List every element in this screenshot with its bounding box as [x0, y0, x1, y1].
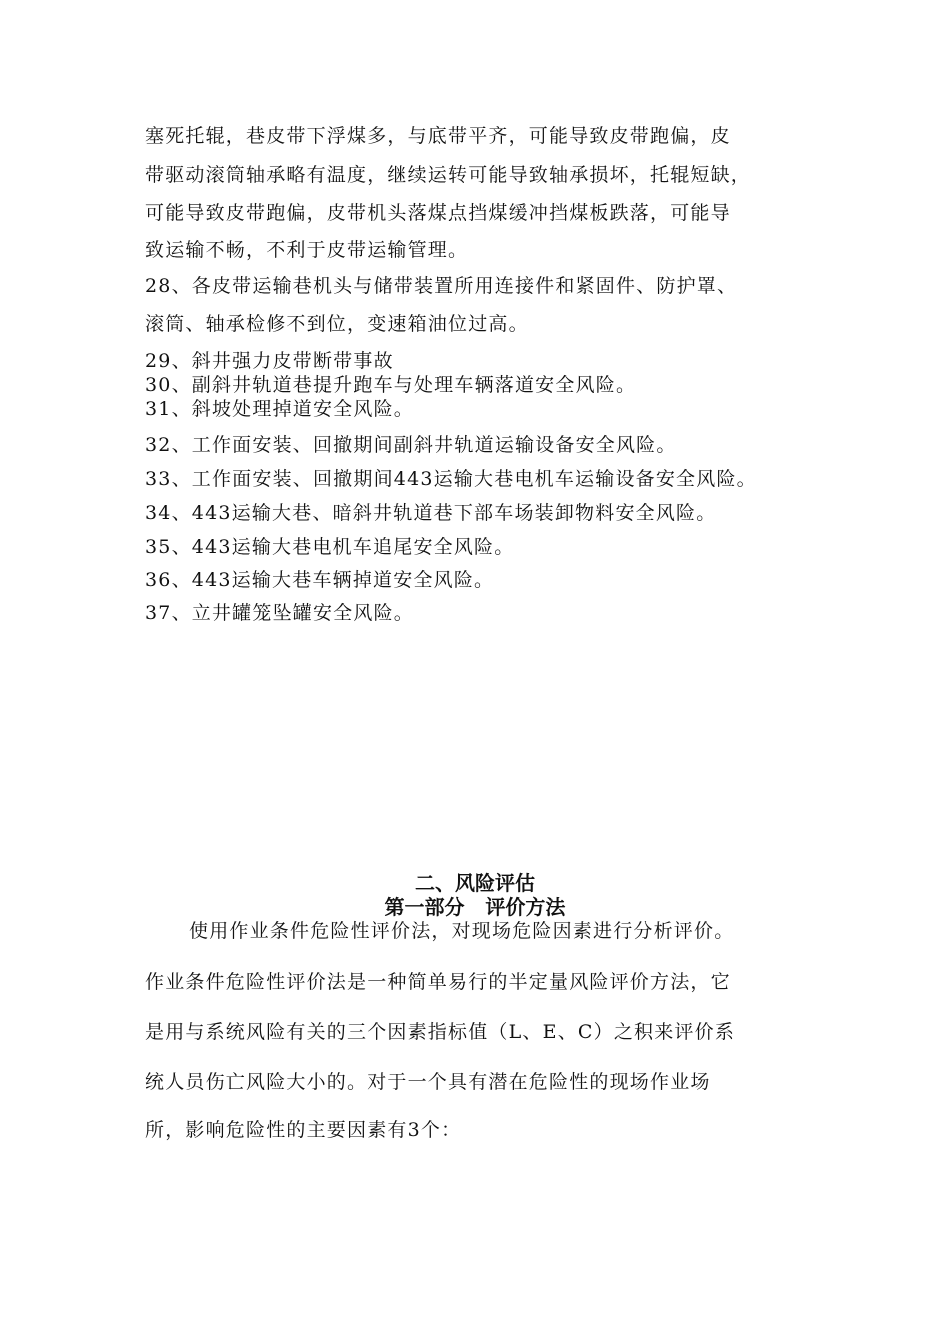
section-subtitle: 第一部分 评价方法 — [384, 895, 566, 919]
list-item: 31、斜坡处理掉道安全风险。 — [145, 398, 414, 420]
paragraph-line: 可能导致皮带跑偏，皮带机头落煤点挡煤缓冲挡煤板跌落，可能导 — [145, 202, 731, 224]
paragraph-line: 是用与系统风险有关的三个因素指标值（L、E、C）之积来评价系 — [145, 1021, 736, 1043]
paragraph-line: 作业条件危险性评价法是一种简单易行的半定量风险评价方法，它 — [145, 971, 731, 993]
paragraph-line: 致运输不畅，不利于皮带运输管理。 — [145, 239, 469, 261]
list-item: 37、立井罐笼坠罐安全风险。 — [145, 602, 414, 624]
list-item: 30、副斜井轨道巷提升跑车与处理车辆落道安全风险。 — [145, 374, 637, 396]
list-item: 滚筒、轴承检修不到位，变速箱油位过高。 — [145, 313, 529, 335]
paragraph-line: 所，影响危险性的主要因素有3个： — [145, 1119, 462, 1141]
list-item: 28、各皮带运输巷机头与储带装置所用连接件和紧固件、防护罩、 — [145, 275, 738, 297]
paragraph-line: 统人员伤亡风险大小的。对于一个具有潜在危险性的现场作业场 — [145, 1071, 711, 1093]
list-item: 35、443运输大巷电机车追尾安全风险。 — [145, 536, 515, 558]
list-item: 33、工作面安装、回撤期间443运输大巷电机车运输设备安全风险。 — [145, 468, 757, 490]
list-item: 36、443运输大巷车辆掉道安全风险。 — [145, 569, 495, 591]
list-item: 29、斜井强力皮带断带事故 — [145, 350, 394, 372]
paragraph-line: 带驱动滚筒轴承略有温度，继续运转可能导致轴承损坏，托辊短缺， — [145, 164, 752, 186]
list-item: 32、工作面安装、回撤期间副斜井轨道运输设备安全风险。 — [145, 434, 677, 456]
section-title: 二、风险评估 — [415, 871, 535, 895]
intro-paragraph: 使用作业条件危险性评价法，对现场危险因素进行分析评价。 — [189, 920, 735, 942]
list-item: 34、443运输大巷、暗斜井轨道巷下部车场装卸物料安全风险。 — [145, 502, 717, 524]
paragraph-line: 塞死托辊，巷皮带下浮煤多，与底带平齐，可能导致皮带跑偏，皮 — [145, 125, 731, 147]
